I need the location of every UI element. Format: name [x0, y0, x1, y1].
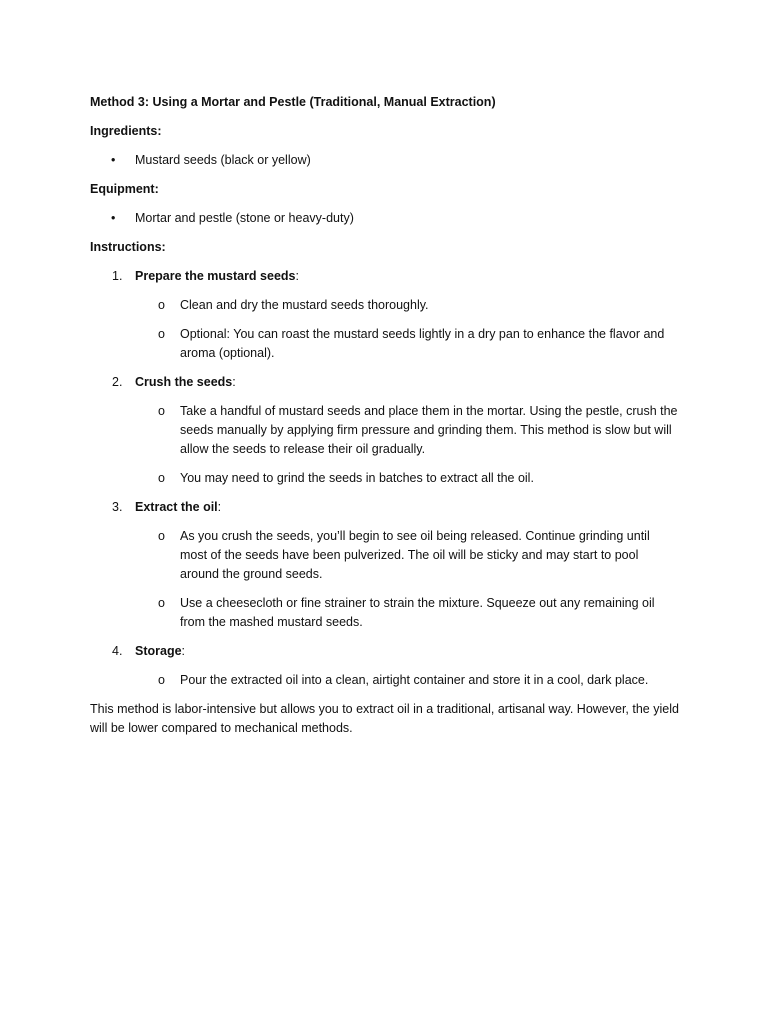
step-number: 4.	[112, 644, 123, 658]
sub-bullet-icon: o	[158, 298, 165, 312]
document-title: Method 3: Using a Mortar and Pestle (Traditional, Manual Extraction)	[90, 95, 496, 109]
bullet-icon: •	[111, 153, 116, 167]
step-subitem	[90, 325, 680, 363]
bullet-icon: •	[111, 211, 116, 225]
step-subitem	[90, 671, 680, 690]
equipment-label: Equipment:	[90, 182, 159, 196]
step-subitem	[90, 469, 680, 488]
document-page	[90, 93, 680, 738]
step-subitem	[90, 402, 680, 459]
step-subitem	[90, 296, 680, 315]
ingredient-item-text: Mustard seeds (black or yellow)	[135, 153, 311, 167]
step-item	[90, 498, 680, 517]
step-item	[90, 267, 680, 286]
sub-bullet-icon: o	[158, 596, 165, 610]
sub-bullet-icon: o	[158, 529, 165, 543]
step-number: 3.	[112, 500, 123, 514]
step-subitem-text: Clean and dry the mustard seeds thoroughly.	[180, 298, 429, 312]
ingredients-label: Ingredients:	[90, 124, 162, 138]
step-suffix: :	[181, 644, 186, 658]
equipment-item	[90, 209, 680, 228]
step-item	[90, 373, 680, 392]
sub-bullet-icon: o	[158, 327, 165, 341]
step-title: Prepare the mustard seeds	[135, 269, 296, 283]
step-subitem	[90, 594, 680, 632]
step-suffix: :	[232, 375, 236, 389]
step-item	[90, 642, 680, 661]
step-number: 1.	[112, 269, 123, 283]
sub-bullet-icon: o	[158, 404, 165, 418]
step-suffix: :	[217, 500, 222, 514]
closing-paragraph: This method is labor-intensive but allows you to extract oil in a traditional, artisanal way. However, the yield will be lower compared to mechanical methods.	[90, 702, 679, 735]
step-title: Storage	[135, 644, 182, 658]
step-suffix: :	[295, 269, 299, 283]
step-subitem-text: Pour the extracted oil into a clean, airtight container and store it in a cool, dark place.	[180, 673, 649, 687]
ingredient-item	[90, 151, 680, 170]
step-title: Extract the oil	[135, 500, 218, 514]
step-subitem-text: Use a cheesecloth or fine strainer to strain the mixture. Squeeze out any remaining oil from the mashed mustard seeds.	[180, 596, 655, 629]
step-subitem-text: You may need to grind the seeds in batches to extract all the oil.	[180, 471, 534, 485]
equipment-item-text: Mortar and pestle (stone or heavy-duty)	[135, 211, 354, 225]
sub-bullet-icon: o	[158, 471, 165, 485]
step-title: Crush the seeds	[135, 375, 233, 389]
instructions-label: Instructions:	[90, 240, 166, 254]
step-subitem-text: Take a handful of mustard seeds and place them in the mortar. Using the pestle, crush the seeds manually by applying firm pressure and grinding them. This method is slow but will allow the seeds to release their oil gradually.	[180, 404, 678, 456]
step-subitem	[90, 527, 680, 584]
step-number: 2.	[112, 375, 123, 389]
step-subitem-text: As you crush the seeds, you’ll begin to see oil being released. Continue grinding until most of the seeds have been pulverized. The oil will be sticky and may start to pool around the ground seeds.	[180, 529, 650, 581]
sub-bullet-icon: o	[158, 673, 165, 687]
step-subitem-text: Optional: You can roast the mustard seeds lightly in a dry pan to enhance the flavor and aroma (optional).	[180, 327, 665, 360]
